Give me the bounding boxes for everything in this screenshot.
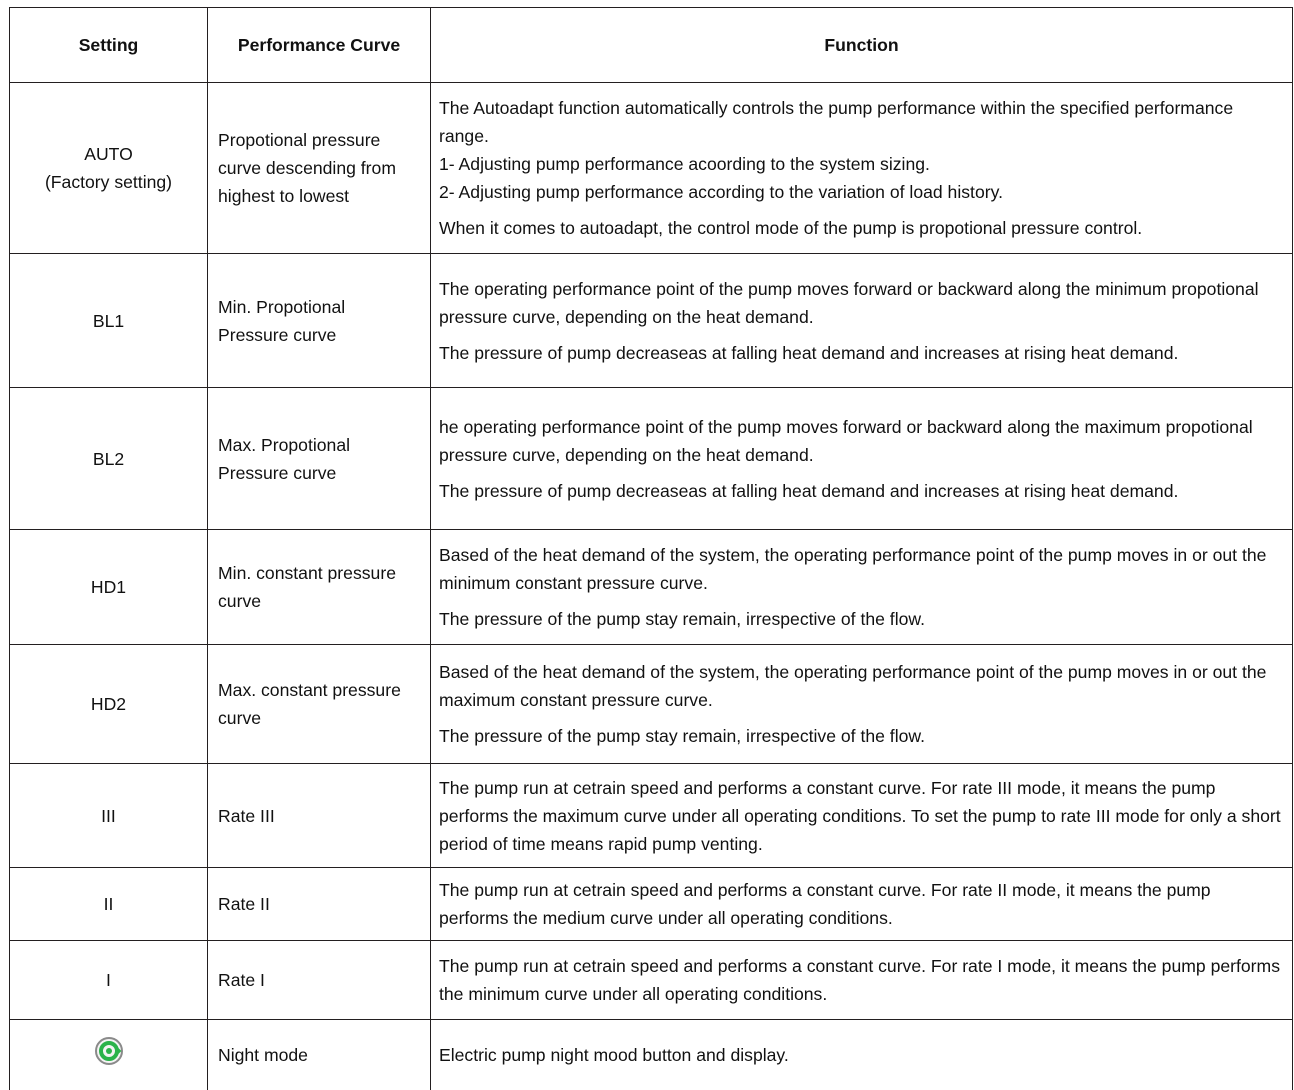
function-text: Based of the heat demand of the system, the operating performance point of the pump moves in or out the minimum constant pressure curve. xyxy=(439,541,1284,597)
curve-cell: Propotional pressure curve descending from highest to lowest xyxy=(208,83,431,254)
function-text: Electric pump night mood button and display. xyxy=(439,1041,1284,1069)
function-text: The pressure of the pump stay remain, irrespective of the flow. xyxy=(439,605,1284,633)
curve-cell: Rate II xyxy=(208,868,431,941)
function-cell xyxy=(431,254,1293,388)
function-text: When it comes to autoadapt, the control mode of the pump is propotional pressure control. xyxy=(439,214,1284,242)
function-cell xyxy=(431,868,1293,941)
setting-cell: HD1 xyxy=(10,530,208,645)
curve-cell: Max. Propotional Pressure curve xyxy=(208,388,431,530)
function-cell xyxy=(431,530,1293,645)
header-setting: Setting xyxy=(10,8,208,83)
setting-cell: I xyxy=(10,941,208,1020)
table-row xyxy=(10,83,1293,254)
header-function: Function xyxy=(431,8,1293,83)
table-row xyxy=(10,645,1293,764)
function-text: The pressure of the pump stay remain, irrespective of the flow. xyxy=(439,722,1284,750)
table-row xyxy=(10,388,1293,530)
function-text: The pump run at cetrain speed and performs a constant curve. For rate II mode, it means the pump performs the medium curve under all operating conditions. xyxy=(439,876,1284,932)
function-text: 1- Adjusting pump performance acoording to the system sizing. xyxy=(439,150,1284,178)
function-cell xyxy=(431,388,1293,530)
setting-cell: BL2 xyxy=(10,388,208,530)
function-text: 2- Adjusting pump performance according to the variation of load history. xyxy=(439,178,1284,206)
setting-label: AUTO xyxy=(16,140,201,168)
setting-cell xyxy=(10,1020,208,1090)
setting-cell: II xyxy=(10,868,208,941)
function-text: The pump run at cetrain speed and performs a constant curve. For rate I mode, it means the pump performs the minimum curve under all operating conditions. xyxy=(439,952,1284,1008)
setting-cell: III xyxy=(10,764,208,868)
function-text: he operating performance point of the pump moves forward or backward along the maximum propotional pressure curve, depending on the heat demand. xyxy=(439,413,1284,469)
function-text: The Autoadapt function automatically controls the pump performance within the specified performance range. xyxy=(439,94,1284,150)
table-row xyxy=(10,941,1293,1020)
setting-cell xyxy=(10,83,208,254)
curve-cell: Max. constant pressure curve xyxy=(208,645,431,764)
curve-cell: Min. constant pressure curve xyxy=(208,530,431,645)
table-row xyxy=(10,868,1293,941)
curve-cell: Rate III xyxy=(208,764,431,868)
curve-cell: Night mode xyxy=(208,1020,431,1090)
night-mode-icon xyxy=(94,1036,124,1074)
setting-cell: HD2 xyxy=(10,645,208,764)
table-row xyxy=(10,764,1293,868)
function-text: The operating performance point of the pump moves forward or backward along the minimum propotional pressure curve, depending on the heat demand. xyxy=(439,275,1284,331)
function-cell xyxy=(431,1020,1293,1090)
function-cell xyxy=(431,83,1293,254)
function-text: The pump run at cetrain speed and performs a constant curve. For rate III mode, it means the pump performs the maximum curve under all operating conditions. To set the pump to rate III mode for only a short period of time means rapid pump venting. xyxy=(439,774,1284,858)
function-cell xyxy=(431,645,1293,764)
function-text: Based of the heat demand of the system, the operating performance point of the pump moves in or out the maximum constant pressure curve. xyxy=(439,658,1284,714)
curve-cell: Rate I xyxy=(208,941,431,1020)
header-performance-curve: Performance Curve xyxy=(208,8,431,83)
curve-cell: Min. Propotional Pressure curve xyxy=(208,254,431,388)
table-row xyxy=(10,1020,1293,1090)
pump-settings-table xyxy=(9,7,1293,1090)
function-cell xyxy=(431,941,1293,1020)
table-row xyxy=(10,530,1293,645)
table-row xyxy=(10,254,1293,388)
function-cell xyxy=(431,764,1293,868)
function-text: The pressure of pump decreaseas at falling heat demand and increases at rising heat demand. xyxy=(439,477,1284,505)
header-row xyxy=(10,8,1293,83)
setting-cell: BL1 xyxy=(10,254,208,388)
function-text: The pressure of pump decreaseas at falling heat demand and increases at rising heat demand. xyxy=(439,339,1284,367)
setting-sublabel: (Factory setting) xyxy=(16,168,201,196)
